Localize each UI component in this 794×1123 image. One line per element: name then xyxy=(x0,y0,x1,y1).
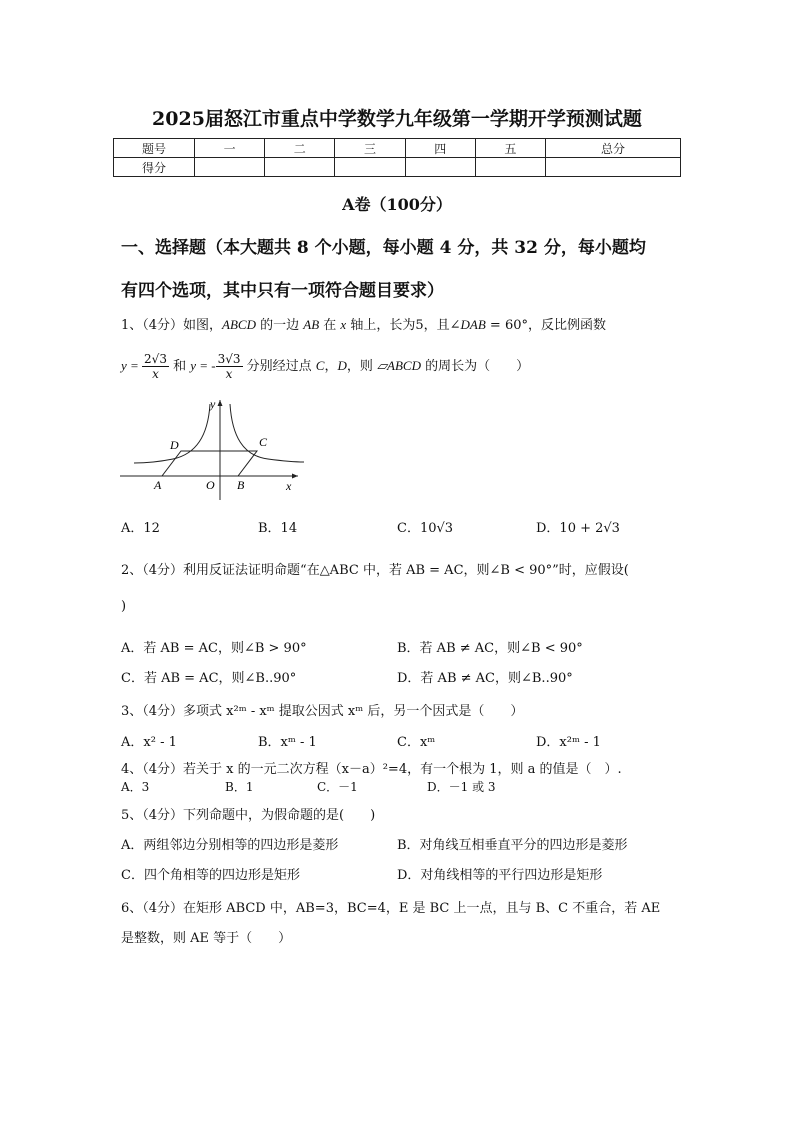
q3-option-c: C．xᵐ xyxy=(397,735,436,750)
q3-option-d: D．x²ᵐ - 1 xyxy=(536,735,601,750)
q1-option-a: A．12 xyxy=(121,521,160,536)
fraction xyxy=(142,352,169,381)
q2-stem-line1: 2、（4分）利用反证法证明命题“在△ABC 中，若 AB = AC，则∠B < 90°”时，应假设( xyxy=(121,563,629,578)
score-row-label: 得分 xyxy=(114,158,195,177)
q5-option-c: C．四个角相等的四边形是矩形 xyxy=(121,868,300,883)
score-header-cell: 一 xyxy=(195,139,265,158)
score-header-cell: 五 xyxy=(475,139,545,158)
q1-text: 和 xyxy=(168,359,191,374)
q1-text: = 60°，反比例函数 xyxy=(485,318,606,333)
q1-math: DAB xyxy=(460,317,486,332)
score-cell xyxy=(405,158,475,177)
q4-option-c: C．－1 xyxy=(317,780,358,794)
q1-text: 轴上，长为5，且∠ xyxy=(346,318,461,333)
part1-heading-line2: 有四个选项，其中只有一项符合题目要求） xyxy=(121,281,444,301)
q4-stem: 4、（4分）若关于 x 的一元二次方程（x－a）²=4，有一个根为 1，则 a 的值是（ ）. xyxy=(121,762,622,777)
q1-math: ABCD xyxy=(222,317,256,332)
x-axis-arrow xyxy=(292,474,298,479)
label-d: D xyxy=(170,438,179,452)
q1-stem-line1 xyxy=(121,314,606,333)
label-o: O xyxy=(206,478,215,492)
q5-option-a: A．两组邻边分别相等的四边形是菱形 xyxy=(121,838,339,853)
q4-option-d: D．－1 或 3 xyxy=(427,780,496,794)
q6-stem-line2: 是整数，则 AE 等于（ ） xyxy=(121,931,292,946)
q5-option-b: B．对角线互相垂直平分的四边形是菱形 xyxy=(397,838,628,853)
formula-lhs: y = - xyxy=(190,358,216,373)
q2-option-d: D．若 AB ≠ AC，则∠B..90° xyxy=(397,671,573,686)
q1-text: 1、（4分）如图， xyxy=(121,318,223,333)
hyperbola-right xyxy=(230,404,304,462)
fraction-denominator: x xyxy=(152,367,159,381)
q1-text: 分别经过点 xyxy=(242,359,316,374)
q3-option-b: B．xᵐ - 1 xyxy=(258,735,317,750)
score-table-score-row xyxy=(114,158,681,177)
q1-math: AB xyxy=(303,317,320,332)
q6-stem-line1: 6、（4分）在矩形 ABCD 中，AB=3，BC=4，E 是 BC 上一点，且与 B、C 不重合，若 AE xyxy=(121,901,661,916)
q2-option-b: B．若 AB ≠ AC，则∠B < 90° xyxy=(397,641,583,656)
score-cell xyxy=(335,158,405,177)
score-table-header-row xyxy=(114,139,681,158)
fraction-numerator: 3√3 xyxy=(217,352,241,366)
q2-option-a: A．若 AB = AC，则∠B > 90° xyxy=(121,641,307,656)
y-axis-arrow xyxy=(218,400,223,406)
label-a: A xyxy=(154,478,162,492)
q2-stem-line2: ) xyxy=(121,599,127,614)
fraction-numerator: 2√3 xyxy=(144,352,167,366)
score-header-cell: 题号 xyxy=(114,139,195,158)
q1-text: ， xyxy=(324,359,338,374)
formula-lhs: y = xyxy=(121,358,143,373)
score-cell xyxy=(265,158,335,177)
score-table xyxy=(113,138,681,177)
label-b: B xyxy=(237,478,245,492)
page-title: 2025届怒江市重点中学数学九年级第一学期开学预测试题 xyxy=(152,108,642,130)
part1-heading-line1: 一、选择题（本大题共 8 个小题，每小题 4 分，共 32 分，每小题均 xyxy=(121,238,646,258)
q1-option-b: B．14 xyxy=(258,521,298,536)
score-cell xyxy=(475,158,545,177)
parallelogram-abcd xyxy=(162,451,257,476)
score-header-cell: 二 xyxy=(265,139,335,158)
q4-option-b: B．1 xyxy=(225,780,254,794)
score-header-cell: 四 xyxy=(405,139,475,158)
label-c: C xyxy=(259,435,268,449)
q1-text: 在 xyxy=(319,318,341,333)
q1-math: D xyxy=(337,358,347,373)
section-a-title: A卷（100分） xyxy=(342,195,452,214)
q5-stem: 5、（4分）下列命题中，为假命题的是( ) xyxy=(121,808,376,823)
label-x: x xyxy=(286,479,292,493)
score-cell xyxy=(195,158,265,177)
score-header-cell: 三 xyxy=(335,139,405,158)
score-header-cell: 总分 xyxy=(546,139,681,158)
q5-option-d: D．对角线相等的平行四边形是矩形 xyxy=(397,868,603,883)
fraction-denominator: x xyxy=(225,367,233,381)
q1-math: C xyxy=(315,358,325,373)
q1-option-c: C．10√3 xyxy=(397,521,454,536)
q1-text: ，则 xyxy=(346,359,378,374)
q1-text: 的一边 xyxy=(256,318,304,333)
q3-stem: 3、（4分）多项式 x²ᵐ - xᵐ 提取公因式 xᵐ 后，另一个因式是（ ） xyxy=(121,704,524,719)
q1-math: ▱ABCD xyxy=(377,358,421,373)
q4-option-a: A．3 xyxy=(121,780,150,794)
q1-stem-line2 xyxy=(121,352,529,381)
hyperbola-left xyxy=(134,404,210,463)
q1-math: x xyxy=(340,317,347,332)
score-cell xyxy=(546,158,681,177)
q1-option-d: D．10 + 2√3 xyxy=(536,521,620,536)
fraction xyxy=(216,352,243,381)
label-y: y xyxy=(210,397,216,411)
q1-text: 的周长为（ ） xyxy=(420,359,530,374)
q3-option-a: A．x² - 1 xyxy=(121,735,177,750)
q2-option-c: C．若 AB = AC，则∠B..90° xyxy=(121,671,297,686)
q1-figure xyxy=(118,396,308,502)
